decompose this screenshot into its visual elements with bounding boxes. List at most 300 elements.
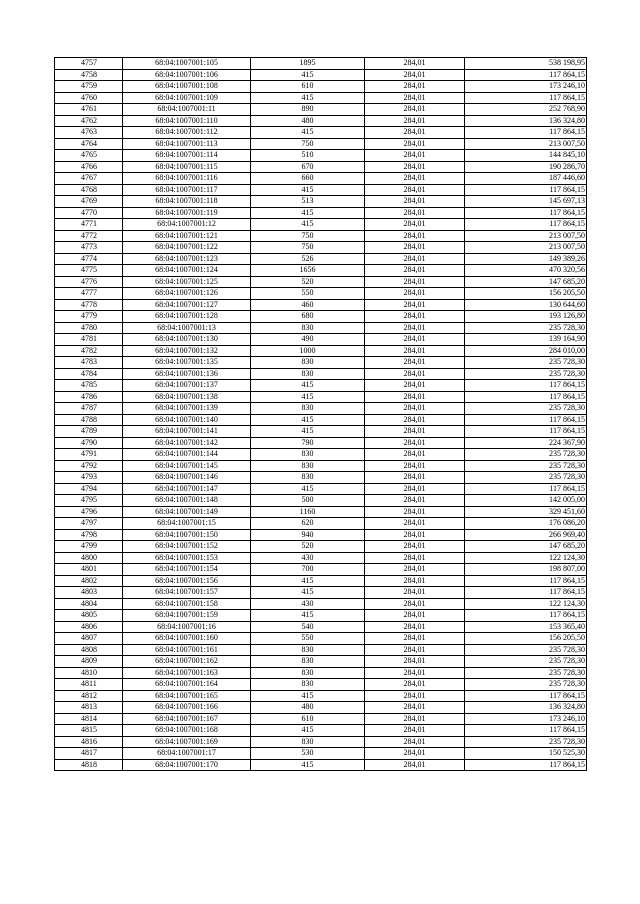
area-cell: 830 — [251, 644, 365, 656]
unit-value-cell: 284,01 — [365, 725, 465, 737]
unit-value-cell: 284,01 — [365, 92, 465, 104]
cadastral-number-cell: 68:04:1007001:124 — [123, 265, 251, 277]
cadastral-number-cell: 68:04:1007001:118 — [123, 196, 251, 208]
area-cell: 415 — [251, 69, 365, 81]
table-row — [55, 58, 587, 70]
table-row — [55, 219, 587, 231]
area-cell: 660 — [251, 173, 365, 185]
unit-value-cell: 284,01 — [365, 345, 465, 357]
unit-value-cell: 284,01 — [365, 437, 465, 449]
row-number-cell: 4766 — [55, 161, 123, 173]
cadastral-value-cell: 117 864,15 — [465, 483, 587, 495]
row-number-cell: 4787 — [55, 403, 123, 415]
table-row — [55, 518, 587, 530]
unit-value-cell: 284,01 — [365, 391, 465, 403]
row-number-cell: 4793 — [55, 472, 123, 484]
table-row — [55, 230, 587, 242]
table-row — [55, 587, 587, 599]
row-number-cell: 4759 — [55, 81, 123, 93]
row-number-cell: 4805 — [55, 610, 123, 622]
cadastral-number-cell: 68:04:1007001:141 — [123, 426, 251, 438]
table-row — [55, 391, 587, 403]
row-number-cell: 4795 — [55, 495, 123, 507]
cadastral-value-cell: 235 728,30 — [465, 736, 587, 748]
unit-value-cell: 284,01 — [365, 58, 465, 70]
area-cell: 940 — [251, 529, 365, 541]
row-number-cell: 4811 — [55, 679, 123, 691]
row-number-cell: 4768 — [55, 184, 123, 196]
table-row — [55, 173, 587, 185]
row-number-cell: 4773 — [55, 242, 123, 254]
table-row — [55, 311, 587, 323]
unit-value-cell: 284,01 — [365, 552, 465, 564]
table-row — [55, 483, 587, 495]
area-cell: 480 — [251, 702, 365, 714]
cadastral-number-cell: 68:04:1007001:167 — [123, 713, 251, 725]
table-row — [55, 725, 587, 737]
table-row — [55, 322, 587, 334]
area-cell: 830 — [251, 357, 365, 369]
area-cell: 430 — [251, 598, 365, 610]
cadastral-number-cell: 68:04:1007001:160 — [123, 633, 251, 645]
area-cell: 415 — [251, 380, 365, 392]
table-row — [55, 69, 587, 81]
cadastral-value-cell: 117 864,15 — [465, 127, 587, 139]
unit-value-cell: 284,01 — [365, 736, 465, 748]
cadastral-number-cell: 68:04:1007001:140 — [123, 414, 251, 426]
cadastral-value-cell: 147 685,20 — [465, 276, 587, 288]
cadastral-value-cell: 136 324,80 — [465, 702, 587, 714]
cadastral-value-cell: 213 007,50 — [465, 230, 587, 242]
table-row — [55, 403, 587, 415]
unit-value-cell: 284,01 — [365, 127, 465, 139]
cadastral-value-cell: 117 864,15 — [465, 92, 587, 104]
row-number-cell: 4810 — [55, 667, 123, 679]
cadastral-number-cell: 68:04:1007001:128 — [123, 311, 251, 323]
row-number-cell: 4790 — [55, 437, 123, 449]
area-cell: 830 — [251, 667, 365, 679]
cadastral-number-cell: 68:04:1007001:11 — [123, 104, 251, 116]
cadastral-number-cell: 68:04:1007001:15 — [123, 518, 251, 530]
cadastral-value-cell: 193 126,80 — [465, 311, 587, 323]
area-cell: 750 — [251, 138, 365, 150]
unit-value-cell: 284,01 — [365, 449, 465, 461]
cadastral-number-cell: 68:04:1007001:168 — [123, 725, 251, 737]
row-number-cell: 4769 — [55, 196, 123, 208]
area-cell: 415 — [251, 426, 365, 438]
table-row — [55, 506, 587, 518]
table-row — [55, 656, 587, 668]
unit-value-cell: 284,01 — [365, 679, 465, 691]
cadastral-value-cell: 117 864,15 — [465, 690, 587, 702]
cadastral-value-cell: 266 969,40 — [465, 529, 587, 541]
table-row — [55, 610, 587, 622]
cadastral-value-cell: 117 864,15 — [465, 575, 587, 587]
row-number-cell: 4788 — [55, 414, 123, 426]
row-number-cell: 4761 — [55, 104, 123, 116]
cadastral-number-cell: 68:04:1007001:16 — [123, 621, 251, 633]
row-number-cell: 4798 — [55, 529, 123, 541]
cadastral-value-cell: 144 845,10 — [465, 150, 587, 162]
area-cell: 790 — [251, 437, 365, 449]
cadastral-number-cell: 68:04:1007001:127 — [123, 299, 251, 311]
unit-value-cell: 284,01 — [365, 713, 465, 725]
area-cell: 830 — [251, 656, 365, 668]
cadastral-value-cell: 235 728,30 — [465, 460, 587, 472]
table-row — [55, 81, 587, 93]
row-number-cell: 4808 — [55, 644, 123, 656]
table-row — [55, 138, 587, 150]
cadastral-value-table — [54, 57, 587, 771]
row-number-cell: 4779 — [55, 311, 123, 323]
area-cell: 415 — [251, 575, 365, 587]
row-number-cell: 4784 — [55, 368, 123, 380]
area-cell: 430 — [251, 552, 365, 564]
area-cell: 830 — [251, 472, 365, 484]
cadastral-value-cell: 187 446,60 — [465, 173, 587, 185]
area-cell: 680 — [251, 311, 365, 323]
area-cell: 415 — [251, 207, 365, 219]
cadastral-value-cell: 176 086,20 — [465, 518, 587, 530]
unit-value-cell: 284,01 — [365, 322, 465, 334]
area-cell: 415 — [251, 759, 365, 771]
cadastral-value-cell: 122 124,30 — [465, 552, 587, 564]
table-row — [55, 667, 587, 679]
unit-value-cell: 284,01 — [365, 759, 465, 771]
unit-value-cell: 284,01 — [365, 207, 465, 219]
unit-value-cell: 284,01 — [365, 138, 465, 150]
table-row — [55, 541, 587, 553]
unit-value-cell: 284,01 — [365, 242, 465, 254]
cadastral-value-cell: 213 007,50 — [465, 242, 587, 254]
area-cell: 700 — [251, 564, 365, 576]
cadastral-number-cell: 68:04:1007001:161 — [123, 644, 251, 656]
unit-value-cell: 284,01 — [365, 541, 465, 553]
row-number-cell: 4767 — [55, 173, 123, 185]
table-row — [55, 414, 587, 426]
area-cell: 520 — [251, 541, 365, 553]
area-cell: 1895 — [251, 58, 365, 70]
table-row — [55, 437, 587, 449]
area-cell: 610 — [251, 81, 365, 93]
unit-value-cell: 284,01 — [365, 368, 465, 380]
cadastral-number-cell: 68:04:1007001:153 — [123, 552, 251, 564]
cadastral-number-cell: 68:04:1007001:110 — [123, 115, 251, 127]
row-number-cell: 4806 — [55, 621, 123, 633]
cadastral-number-cell: 68:04:1007001:108 — [123, 81, 251, 93]
cadastral-number-cell: 68:04:1007001:119 — [123, 207, 251, 219]
area-cell: 526 — [251, 253, 365, 265]
row-number-cell: 4774 — [55, 253, 123, 265]
cadastral-number-cell: 68:04:1007001:152 — [123, 541, 251, 553]
table-row — [55, 150, 587, 162]
row-number-cell: 4812 — [55, 690, 123, 702]
cadastral-value-cell: 117 864,15 — [465, 380, 587, 392]
cadastral-value-cell: 117 864,15 — [465, 207, 587, 219]
cadastral-value-cell: 142 005,00 — [465, 495, 587, 507]
table-row — [55, 161, 587, 173]
cadastral-value-cell: 117 864,15 — [465, 69, 587, 81]
table-row — [55, 552, 587, 564]
table-row — [55, 690, 587, 702]
cadastral-number-cell: 68:04:1007001:125 — [123, 276, 251, 288]
cadastral-value-cell: 470 320,56 — [465, 265, 587, 277]
cadastral-value-cell: 284 010,00 — [465, 345, 587, 357]
row-number-cell: 4818 — [55, 759, 123, 771]
row-number-cell: 4807 — [55, 633, 123, 645]
area-cell: 610 — [251, 713, 365, 725]
cadastral-value-cell: 117 864,15 — [465, 587, 587, 599]
cadastral-number-cell: 68:04:1007001:17 — [123, 748, 251, 760]
row-number-cell: 4817 — [55, 748, 123, 760]
area-cell: 1656 — [251, 265, 365, 277]
table-row — [55, 345, 587, 357]
row-number-cell: 4797 — [55, 518, 123, 530]
cadastral-number-cell: 68:04:1007001:116 — [123, 173, 251, 185]
area-cell: 890 — [251, 104, 365, 116]
unit-value-cell: 284,01 — [365, 161, 465, 173]
cadastral-number-cell: 68:04:1007001:162 — [123, 656, 251, 668]
unit-value-cell: 284,01 — [365, 633, 465, 645]
cadastral-number-cell: 68:04:1007001:137 — [123, 380, 251, 392]
cadastral-value-cell: 153 365,40 — [465, 621, 587, 633]
cadastral-value-cell: 235 728,30 — [465, 357, 587, 369]
table-row — [55, 334, 587, 346]
row-number-cell: 4777 — [55, 288, 123, 300]
cadastral-value-cell: 235 728,30 — [465, 403, 587, 415]
row-number-cell: 4785 — [55, 380, 123, 392]
row-number-cell: 4794 — [55, 483, 123, 495]
row-number-cell: 4809 — [55, 656, 123, 668]
unit-value-cell: 284,01 — [365, 104, 465, 116]
row-number-cell: 4772 — [55, 230, 123, 242]
row-number-cell: 4770 — [55, 207, 123, 219]
cadastral-value-cell: 329 451,60 — [465, 506, 587, 518]
cadastral-value-cell: 224 367,90 — [465, 437, 587, 449]
table-row — [55, 598, 587, 610]
table-row — [55, 449, 587, 461]
table-row — [55, 115, 587, 127]
area-cell: 415 — [251, 92, 365, 104]
unit-value-cell: 284,01 — [365, 529, 465, 541]
table-row — [55, 564, 587, 576]
area-cell: 1000 — [251, 345, 365, 357]
area-cell: 550 — [251, 633, 365, 645]
cadastral-number-cell: 68:04:1007001:157 — [123, 587, 251, 599]
cadastral-number-cell: 68:04:1007001:132 — [123, 345, 251, 357]
unit-value-cell: 284,01 — [365, 460, 465, 472]
unit-value-cell: 284,01 — [365, 587, 465, 599]
unit-value-cell: 284,01 — [365, 472, 465, 484]
area-cell: 830 — [251, 736, 365, 748]
unit-value-cell: 284,01 — [365, 748, 465, 760]
cadastral-number-cell: 68:04:1007001:169 — [123, 736, 251, 748]
cadastral-number-cell: 68:04:1007001:146 — [123, 472, 251, 484]
cadastral-number-cell: 68:04:1007001:165 — [123, 690, 251, 702]
row-number-cell: 4804 — [55, 598, 123, 610]
unit-value-cell: 284,01 — [365, 690, 465, 702]
cadastral-number-cell: 68:04:1007001:115 — [123, 161, 251, 173]
unit-value-cell: 284,01 — [365, 81, 465, 93]
table-row — [55, 299, 587, 311]
unit-value-cell: 284,01 — [365, 564, 465, 576]
table-row — [55, 380, 587, 392]
table-row — [55, 357, 587, 369]
unit-value-cell: 284,01 — [365, 702, 465, 714]
row-number-cell: 4765 — [55, 150, 123, 162]
cadastral-value-cell: 198 807,00 — [465, 564, 587, 576]
row-number-cell: 4815 — [55, 725, 123, 737]
row-number-cell: 4791 — [55, 449, 123, 461]
cadastral-number-cell: 68:04:1007001:13 — [123, 322, 251, 334]
cadastral-number-cell: 68:04:1007001:139 — [123, 403, 251, 415]
cadastral-number-cell: 68:04:1007001:150 — [123, 529, 251, 541]
row-number-cell: 4780 — [55, 322, 123, 334]
cadastral-value-cell: 252 768,90 — [465, 104, 587, 116]
row-number-cell: 4786 — [55, 391, 123, 403]
table-row — [55, 460, 587, 472]
cadastral-value-cell: 147 685,20 — [465, 541, 587, 553]
table-row — [55, 242, 587, 254]
unit-value-cell: 284,01 — [365, 253, 465, 265]
row-number-cell: 4757 — [55, 58, 123, 70]
cadastral-value-cell: 538 198,95 — [465, 58, 587, 70]
area-cell: 415 — [251, 483, 365, 495]
row-number-cell: 4802 — [55, 575, 123, 587]
cadastral-number-cell: 68:04:1007001:147 — [123, 483, 251, 495]
cadastral-number-cell: 68:04:1007001:144 — [123, 449, 251, 461]
table-row — [55, 368, 587, 380]
table-row — [55, 207, 587, 219]
cadastral-number-cell: 68:04:1007001:138 — [123, 391, 251, 403]
area-cell: 415 — [251, 391, 365, 403]
table-row — [55, 736, 587, 748]
row-number-cell: 4764 — [55, 138, 123, 150]
area-cell: 500 — [251, 495, 365, 507]
unit-value-cell: 284,01 — [365, 311, 465, 323]
unit-value-cell: 284,01 — [365, 518, 465, 530]
cadastral-value-cell: 173 246,10 — [465, 713, 587, 725]
cadastral-number-cell: 68:04:1007001:109 — [123, 92, 251, 104]
unit-value-cell: 284,01 — [365, 403, 465, 415]
table-row — [55, 288, 587, 300]
unit-value-cell: 284,01 — [365, 230, 465, 242]
cadastral-number-cell: 68:04:1007001:122 — [123, 242, 251, 254]
unit-value-cell: 284,01 — [365, 196, 465, 208]
unit-value-cell: 284,01 — [365, 426, 465, 438]
cadastral-number-cell: 68:04:1007001:121 — [123, 230, 251, 242]
cadastral-value-cell: 156 205,50 — [465, 288, 587, 300]
cadastral-number-cell: 68:04:1007001:123 — [123, 253, 251, 265]
row-number-cell: 4796 — [55, 506, 123, 518]
area-cell: 490 — [251, 334, 365, 346]
row-number-cell: 4816 — [55, 736, 123, 748]
cadastral-number-cell: 68:04:1007001:106 — [123, 69, 251, 81]
cadastral-number-cell: 68:04:1007001:148 — [123, 495, 251, 507]
table-row — [55, 529, 587, 541]
cadastral-value-cell: 156 205,50 — [465, 633, 587, 645]
cadastral-value-cell: 235 728,30 — [465, 644, 587, 656]
unit-value-cell: 284,01 — [365, 506, 465, 518]
row-number-cell: 4775 — [55, 265, 123, 277]
cadastral-value-cell: 117 864,15 — [465, 391, 587, 403]
cadastral-value-cell: 117 864,15 — [465, 219, 587, 231]
area-cell: 620 — [251, 518, 365, 530]
unit-value-cell: 284,01 — [365, 173, 465, 185]
cadastral-value-cell: 235 728,30 — [465, 472, 587, 484]
row-number-cell: 4781 — [55, 334, 123, 346]
cadastral-value-cell: 190 286,70 — [465, 161, 587, 173]
row-number-cell: 4782 — [55, 345, 123, 357]
unit-value-cell: 284,01 — [365, 483, 465, 495]
cadastral-number-cell: 68:04:1007001:170 — [123, 759, 251, 771]
unit-value-cell: 284,01 — [365, 656, 465, 668]
area-cell: 415 — [251, 219, 365, 231]
cadastral-number-cell: 68:04:1007001:112 — [123, 127, 251, 139]
unit-value-cell: 284,01 — [365, 357, 465, 369]
unit-value-cell: 284,01 — [365, 219, 465, 231]
row-number-cell: 4763 — [55, 127, 123, 139]
cadastral-value-cell: 117 864,15 — [465, 414, 587, 426]
area-cell: 830 — [251, 449, 365, 461]
row-number-cell: 4800 — [55, 552, 123, 564]
row-number-cell: 4803 — [55, 587, 123, 599]
cadastral-value-cell: 130 644,60 — [465, 299, 587, 311]
cadastral-number-cell: 68:04:1007001:105 — [123, 58, 251, 70]
cadastral-number-cell: 68:04:1007001:136 — [123, 368, 251, 380]
cadastral-value-cell: 235 728,30 — [465, 368, 587, 380]
cadastral-number-cell: 68:04:1007001:145 — [123, 460, 251, 472]
unit-value-cell: 284,01 — [365, 265, 465, 277]
area-cell: 513 — [251, 196, 365, 208]
area-cell: 540 — [251, 621, 365, 633]
row-number-cell: 4760 — [55, 92, 123, 104]
cadastral-number-cell: 68:04:1007001:142 — [123, 437, 251, 449]
cadastral-value-cell: 117 864,15 — [465, 610, 587, 622]
area-cell: 415 — [251, 184, 365, 196]
unit-value-cell: 284,01 — [365, 276, 465, 288]
cadastral-value-cell: 136 324,80 — [465, 115, 587, 127]
unit-value-cell: 284,01 — [365, 667, 465, 679]
table-row — [55, 196, 587, 208]
unit-value-cell: 284,01 — [365, 299, 465, 311]
cadastral-value-cell: 149 389,26 — [465, 253, 587, 265]
table-row — [55, 426, 587, 438]
area-cell: 750 — [251, 230, 365, 242]
cadastral-value-cell: 150 525,30 — [465, 748, 587, 760]
area-cell: 830 — [251, 322, 365, 334]
unit-value-cell: 284,01 — [365, 184, 465, 196]
row-number-cell: 4789 — [55, 426, 123, 438]
area-cell: 480 — [251, 115, 365, 127]
unit-value-cell: 284,01 — [365, 495, 465, 507]
table-row — [55, 495, 587, 507]
cadastral-value-cell: 117 864,15 — [465, 725, 587, 737]
cadastral-number-cell: 68:04:1007001:114 — [123, 150, 251, 162]
cadastral-number-cell: 68:04:1007001:158 — [123, 598, 251, 610]
table-row — [55, 644, 587, 656]
row-number-cell: 4778 — [55, 299, 123, 311]
row-number-cell: 4758 — [55, 69, 123, 81]
table-row — [55, 713, 587, 725]
table-row — [55, 104, 587, 116]
cadastral-value-cell: 117 864,15 — [465, 759, 587, 771]
area-cell: 415 — [251, 127, 365, 139]
area-cell: 415 — [251, 610, 365, 622]
table-row — [55, 702, 587, 714]
cadastral-value-cell: 145 697,13 — [465, 196, 587, 208]
unit-value-cell: 284,01 — [365, 610, 465, 622]
